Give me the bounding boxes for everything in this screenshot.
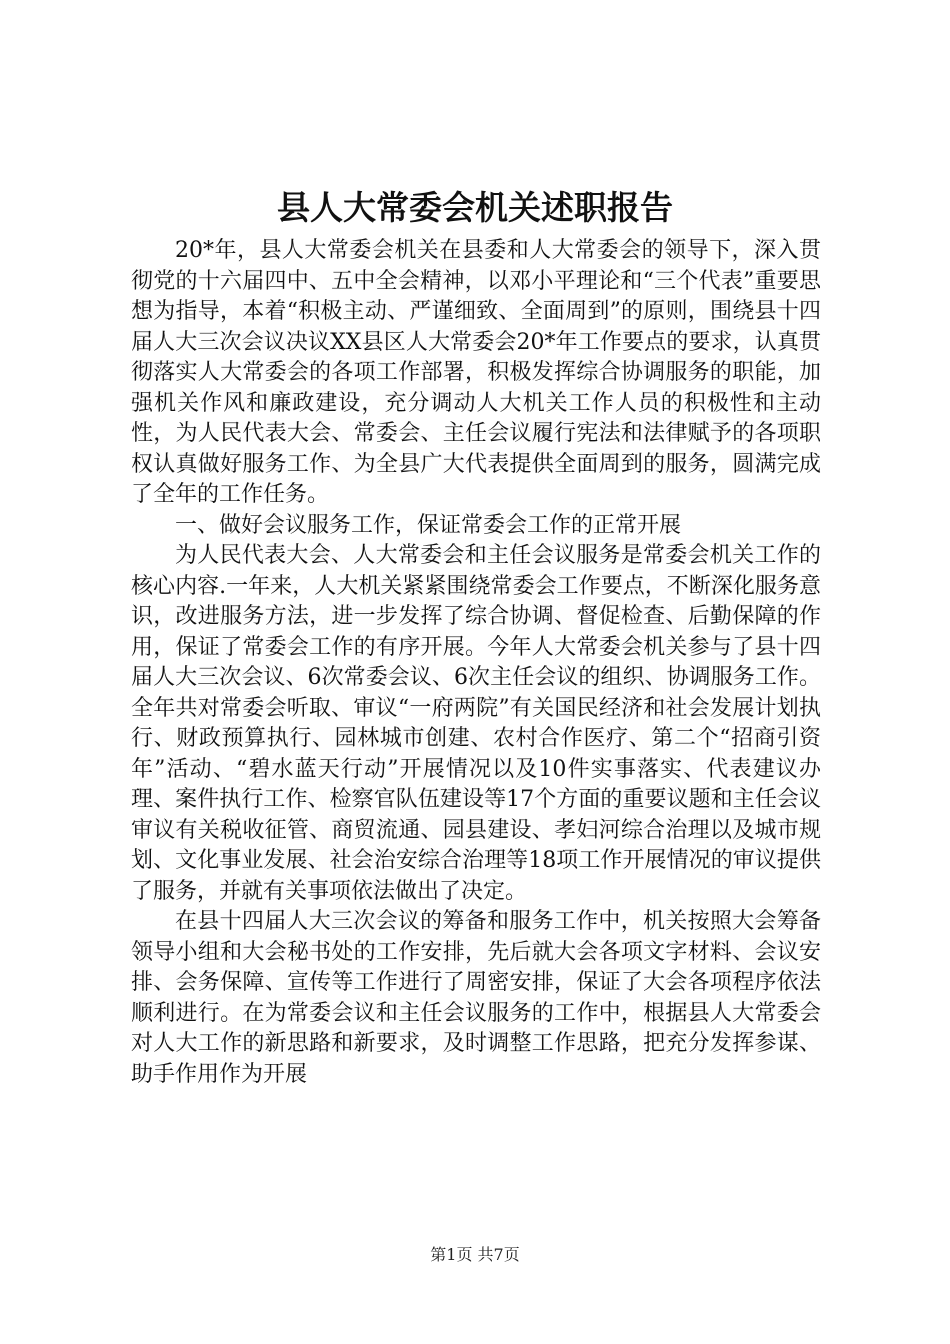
page-number-footer: 第1页 共7页 <box>430 1245 520 1264</box>
section-heading-1: 一、做好会议服务工作，保证常委会工作的正常开展 <box>175 512 682 538</box>
document-title: 县人大常委会机关述职报告 <box>277 188 673 227</box>
document-body <box>131 236 821 1090</box>
paragraph-congress-preparation: 在县十四届人大三次会议的筹备和服务工作中，机关按照大会筹备领导小组和大会秘书处的工作安排，先后就大会各项文字材料、会议安排、会务保障、宣传等工作进行了周密安排，保证了大会各项程序依法顺利进行。在为常委会议和主任会议服务的工作中，根据县人大常委会对人大工作的新思路和新要求，及时调整工作思路，把充分发挥参谋、助手作用作为开展 <box>131 909 821 1087</box>
paragraph-meeting-service: 为人民代表大会、人大常委会和主任会议服务是常委会机关工作的核心内容.一年来，人大机关紧紧围绕常委会工作要点，不断深化服务意识，改进服务方法，进一步发挥了综合协调、督促检查、后勤保障的作用，保证了常委会工作的有序开展。今年人大常委会机关参与了县十四届人大三次会议、6次常委会议、6次主任会议的组织、协调服务工作。全年共对常委会听取、审议“一府两院”有关国民经济和社会发展计划执行、财政预算执行、园林城市创建、农村合作医疗、第二个“招商引资年”活动、“碧水蓝天行动”开展情况以及10件实事落实、代表建议办理、案件执行工作、检察官队伍建设等17个方面的重要议题和主任会议审议有关税收征管、商贸流通、园县建设、孝妇河综合治理以及城市规划、文化事业发展、社会治安综合治理等18项工作开展情况的审议提供了服务，并就有关事项依法做出了决定。 <box>131 543 821 904</box>
paragraph-intro: 20*年，县人大常委会机关在县委和人大常委会的领导下，深入贯彻党的十六届四中、五中全会精神，以邓小平理论和“三个代表”重要思想为指导，本着“积极主动、严谨细致、全面周到”的原则，围绕县十四届人大三次会议决议XX县区人大常委会20*年工作要点的要求，认真贯彻落实人大常委会的各项工作部署，积极发挥综合协调服务的职能，加强机关作风和廉政建设，充分调动人大机关工作人员的积极性和主动性，为人民代表大会、常委会、主任会议履行宪法和法律赋予的各项职权认真做好服务工作、为全县广大代表提供全面周到的服务，圆满完成了全年的工作任务。 <box>131 238 821 507</box>
